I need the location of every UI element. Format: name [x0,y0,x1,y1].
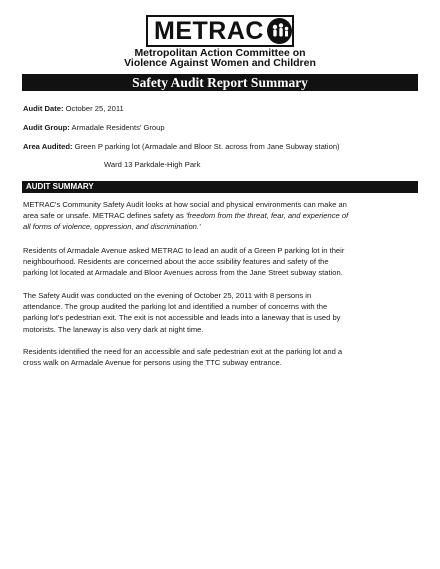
p3-line-3: parking lot's pedestrian exit. The exit is not accessible and leads into a laneway that is used by [23,313,341,323]
p1-line-1: METRAC's Community Safety Audit looks at how social and physical environments can make an [23,200,347,209]
audit-date-row [23,104,124,114]
audit-date-value: October 25, 2011 [65,104,124,113]
ward-value: Ward 13 Parkdale-High Park [104,160,201,169]
page-title: Safety Audit Report Summary [22,74,418,91]
area-audited-row [23,142,340,152]
audit-group-label: Audit Group: [23,123,70,132]
p2-line-3: parking lot located at Armadale and Bloor Avenues across from the Jane Street subway station. [23,268,343,278]
p3-line-4: motorists. The laneway is also very dark at night time. [23,324,204,334]
audit-summary-heading: AUDIT SUMMARY [22,181,418,193]
org-name-line-1: Metropolitan Action Committee on [134,47,306,59]
audit-group-row [23,123,165,133]
p1-line-2-quote: 'freedom from the threat, fear, and experience of [185,211,349,221]
org-name-line-2: Violence Against Women and Children [124,57,316,69]
summary-paragraph-2 [23,245,418,279]
p3-line-1: The Safety Audit was conducted on the evening of October 25, 2011 with 8 persons in [23,291,312,300]
p1-line-3: all forms of violence, oppression, and discrimination.' [23,222,201,232]
p2-line-1: Residents of Armadale Avenue asked METRAC to lead an audit of a Green P parking lot in their [23,246,345,255]
p1-line-2 [23,210,418,221]
area-audited-label: Area Audited: [23,142,73,151]
metrac-logo [146,15,294,47]
p4-line-1: Residents identified the need for an accessible and safe pedestrian exit at the parking lot and a [23,347,343,356]
p4-line-2: cross walk on Armadale Avenue for persons using the TTC subway entrance. [23,358,282,368]
summary-paragraph-3 [23,290,418,335]
summary-paragraph-4 [23,346,418,368]
area-audited-value: Green P parking lot (Armadale and Bloor St. across from Jane Subway station) [74,142,340,151]
people-emblem-icon [267,18,292,44]
audit-date-label: Audit Date: [23,104,64,113]
logo-wordmark: METRAC [154,16,264,45]
summary-paragraph-1 [23,199,418,233]
p1-line-2-text: area safe or unsafe. METRAC defines safety as [23,211,186,221]
audit-group-value: Armadale Residents' Group [71,123,165,132]
p3-line-2: attendance. The group audited the parking lot and identified a number of concerns with the [23,302,328,312]
p2-line-2: neighbourhood. Residents are concerned about the acce ssibility features and safety of the [23,257,329,267]
